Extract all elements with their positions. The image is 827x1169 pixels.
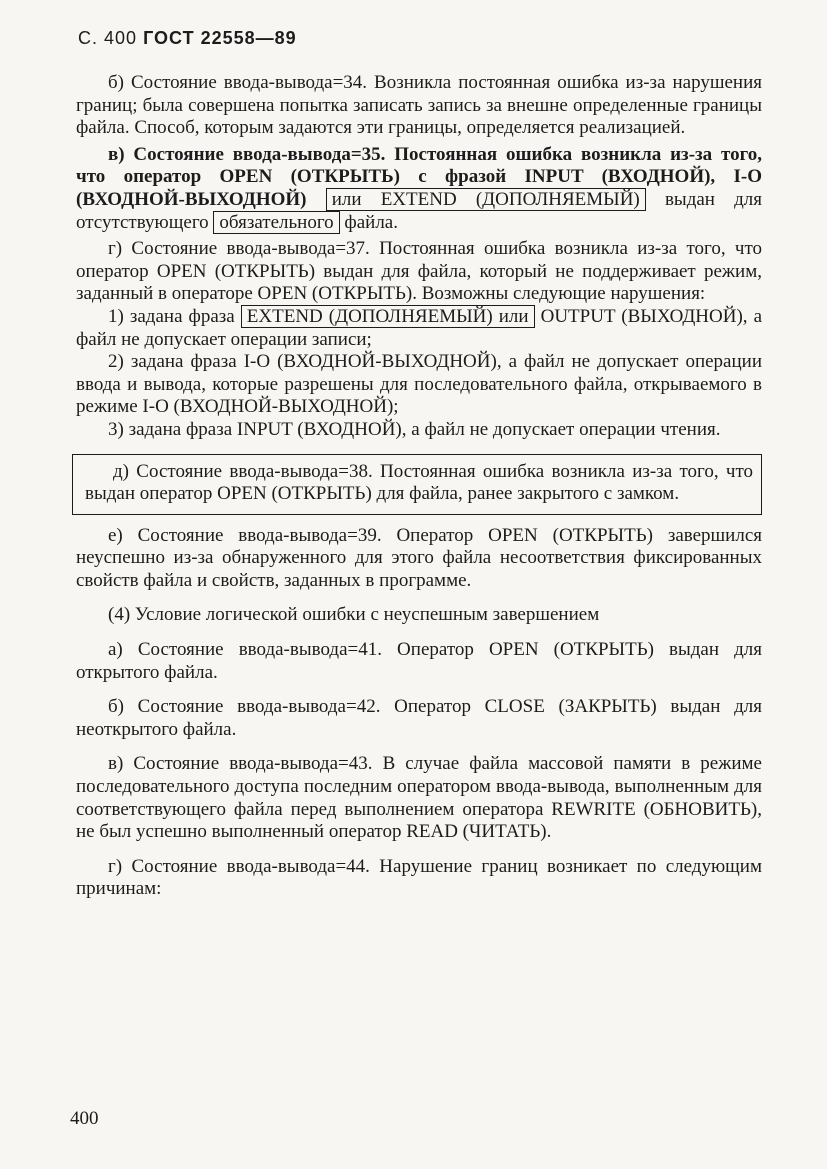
header-doc-id: ГОСТ 22558—89 <box>143 28 297 48</box>
list-item-2: 2) задана фраза I-O (ВХОДНОЙ-ВЫХОДНОЙ), а файл не допускает операции ввода и вывода, которые разрешены для последовательного файла, открываемого в режиме I-O (ВХОДНОЙ-ВЫХОДНОЙ); <box>76 351 762 418</box>
paragraph-v-status-43: в) Состояние ввода-вывода=43. В случае файла массовой памяти в режиме последовательного доступа последним оператором ввода-вывода, выполненным для соответствующего файла перед выполнением оператора REWRITE (ОБНОВИТЬ), не был успешно выполненный оператор READ (ЧИТАТЬ). <box>76 753 762 843</box>
paragraph-v-text-b: выдан для отсутствующего <box>76 188 763 233</box>
boxed-extend-phrase: или EXTEND (ДОПОЛНЯЕМЫЙ) <box>326 188 646 211</box>
list-item-1-text-a: 1) задана фраза <box>108 305 235 327</box>
list-item-1 <box>76 306 762 351</box>
framed-paragraph-d <box>72 454 762 515</box>
paragraph-g-status-44: г) Состояние ввода-вывода=44. Нарушение границ возникает по следующим причинам: <box>76 855 762 900</box>
page-header <box>78 28 297 49</box>
paragraph-b-status-34: б) Состояние ввода-вывода=34. Возникла постоянная ошибка из-за нарушения границ; была совершена попытка записать запись за внешне определенные границы файла. Способ, которым задаются эти границы, определяется реализацией. <box>76 72 762 139</box>
paragraph-v-status-35 <box>76 144 762 234</box>
page-body <box>76 72 762 901</box>
header-page-prefix: С. 400 <box>78 28 138 48</box>
paragraph-g-status-37: г) Состояние ввода-вывода=37. Постоянная ошибка возникла из-за того, что оператор OPEN (ОТКРЫТЬ) выдан для файла, который не поддерживает режим, заданный в операторе OPEN (ОТКРЫТЬ). Возможны следующие нарушения: <box>76 238 762 305</box>
boxed-mandatory-word: обязательного <box>213 211 339 234</box>
list-item-1-text-b: OUTPUT (ВЫХОДНОЙ), а файл не допускает операции записи; <box>76 305 763 350</box>
section-4-heading: (4) Условие логической ошибки с неуспешным завершением <box>108 604 600 626</box>
paragraph-v-text-a: в) Состояние ввода-вывода=35. Постоянная ошибка возникла из-за того, что оператор OPEN (ОТКРЫТЬ) с фразой INPUT (ВХОДНОЙ), I-O (ВХОДНОЙ-ВЫХОДНОЙ) <box>76 143 762 210</box>
paragraph-e-status-39: е) Состояние ввода-вывода=39. Оператор OPEN (ОТКРЫТЬ) завершился неуспешно из-за обнаруженного для этого файла несоответствия фиксированных свойств файла и свойств, заданных в программе. <box>76 524 762 591</box>
boxed-extend-or: EXTEND (ДОПОЛНЯЕМЫЙ) или <box>241 305 535 328</box>
page-number: 400 <box>70 1108 99 1129</box>
paragraph-b-status-42: б) Состояние ввода-вывода=42. Оператор CLOSE (ЗАКРЫТЬ) выдан для неоткрытого файла. <box>76 696 762 740</box>
paragraph-d-status-38: д) Состояние ввода-вывода=38. Постоянная ошибка возникла из-за того, что выдан оператор OPEN (ОТКРЫТЬ) для файла, ранее закрытого с замком. <box>85 460 753 505</box>
paragraph-a-status-41: а) Состояние ввода-вывода=41. Оператор OPEN (ОТКРЫТЬ) выдан для открытого файла. <box>76 639 762 683</box>
list-item-3: 3) задана фраза INPUT (ВХОДНОЙ), а файл не допускает операции чтения. <box>108 418 721 440</box>
paragraph-v-text-c: файла. <box>344 211 398 233</box>
